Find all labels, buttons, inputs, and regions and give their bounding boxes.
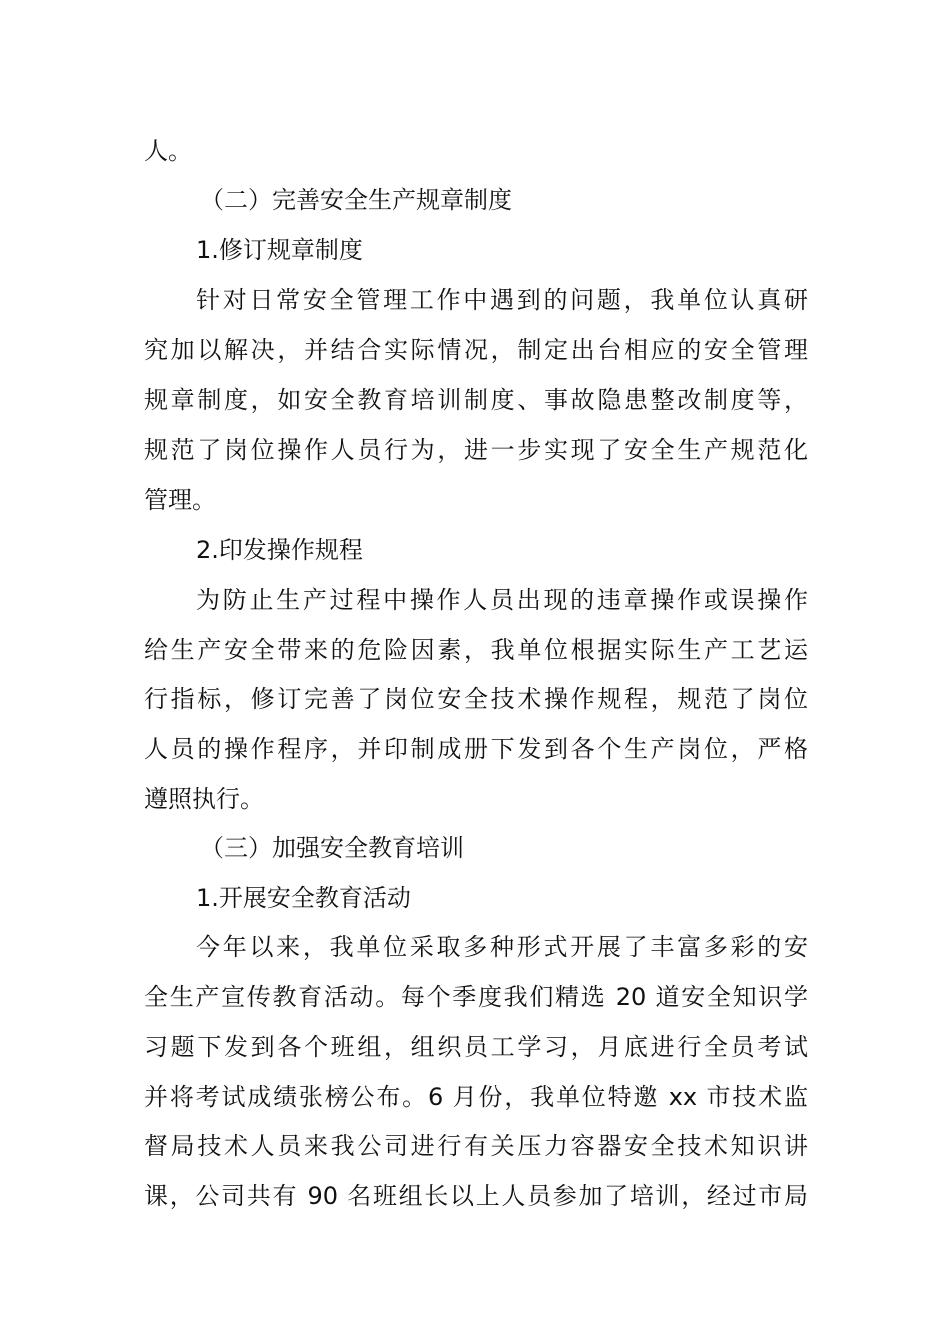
paragraph-line: 究加以解决，并结合实际情况，制定出台相应的安全管理: [144, 336, 808, 364]
paragraph-line: 习题下发到各个班组，组织员工学习，月底进行全员考试: [144, 1033, 808, 1061]
paragraph-line: 督局技术人员来我公司进行有关压力容器安全技术知识讲: [144, 1132, 808, 1160]
paragraph-line: 今年以来，我单位采取多种形式开展了丰富多彩的安: [196, 933, 808, 961]
paragraph-line: 给生产安全带来的危险因素，我单位根据实际生产工艺运: [144, 636, 808, 664]
section-heading: （二）完善安全生产规章制度: [200, 186, 512, 214]
paragraph-line: 规范了岗位操作人员行为，进一步实现了安全生产规范化: [144, 436, 808, 464]
text-line: 人。: [144, 137, 192, 165]
paragraph-line: 全生产宣传教育活动。每个季度我们精选 20 道安全知识学: [144, 983, 808, 1011]
paragraph-line: 人员的操作程序，并印制成册下发到各个生产岗位，严格: [144, 735, 808, 763]
paragraph-line: 为防止生产过程中操作人员出现的违章操作或误操作: [196, 586, 808, 614]
section-heading: （三）加强安全教育培训: [200, 834, 464, 862]
paragraph-line: 管理。: [144, 486, 216, 514]
paragraph-line: 遵照执行。: [144, 785, 264, 813]
subsection-heading: 1.开展安全教育活动: [196, 884, 411, 912]
paragraph-line: 针对日常安全管理工作中遇到的问题，我单位认真研: [196, 286, 808, 314]
paragraph-line: 并将考试成绩张榜公布。6 月份，我单位特邀 xx 市技术监: [144, 1083, 808, 1111]
paragraph-line: 行指标，修订完善了岗位安全技术操作规程，规范了岗位: [144, 685, 808, 713]
paragraph-line: 课，公司共有 90 名班组长以上人员参加了培训，经过市局: [144, 1182, 808, 1210]
subsection-heading: 2.印发操作规程: [196, 536, 363, 564]
paragraph-line: 规章制度，如安全教育培训制度、事故隐患整改制度等，: [144, 386, 808, 414]
subsection-heading: 1.修订规章制度: [196, 236, 363, 264]
